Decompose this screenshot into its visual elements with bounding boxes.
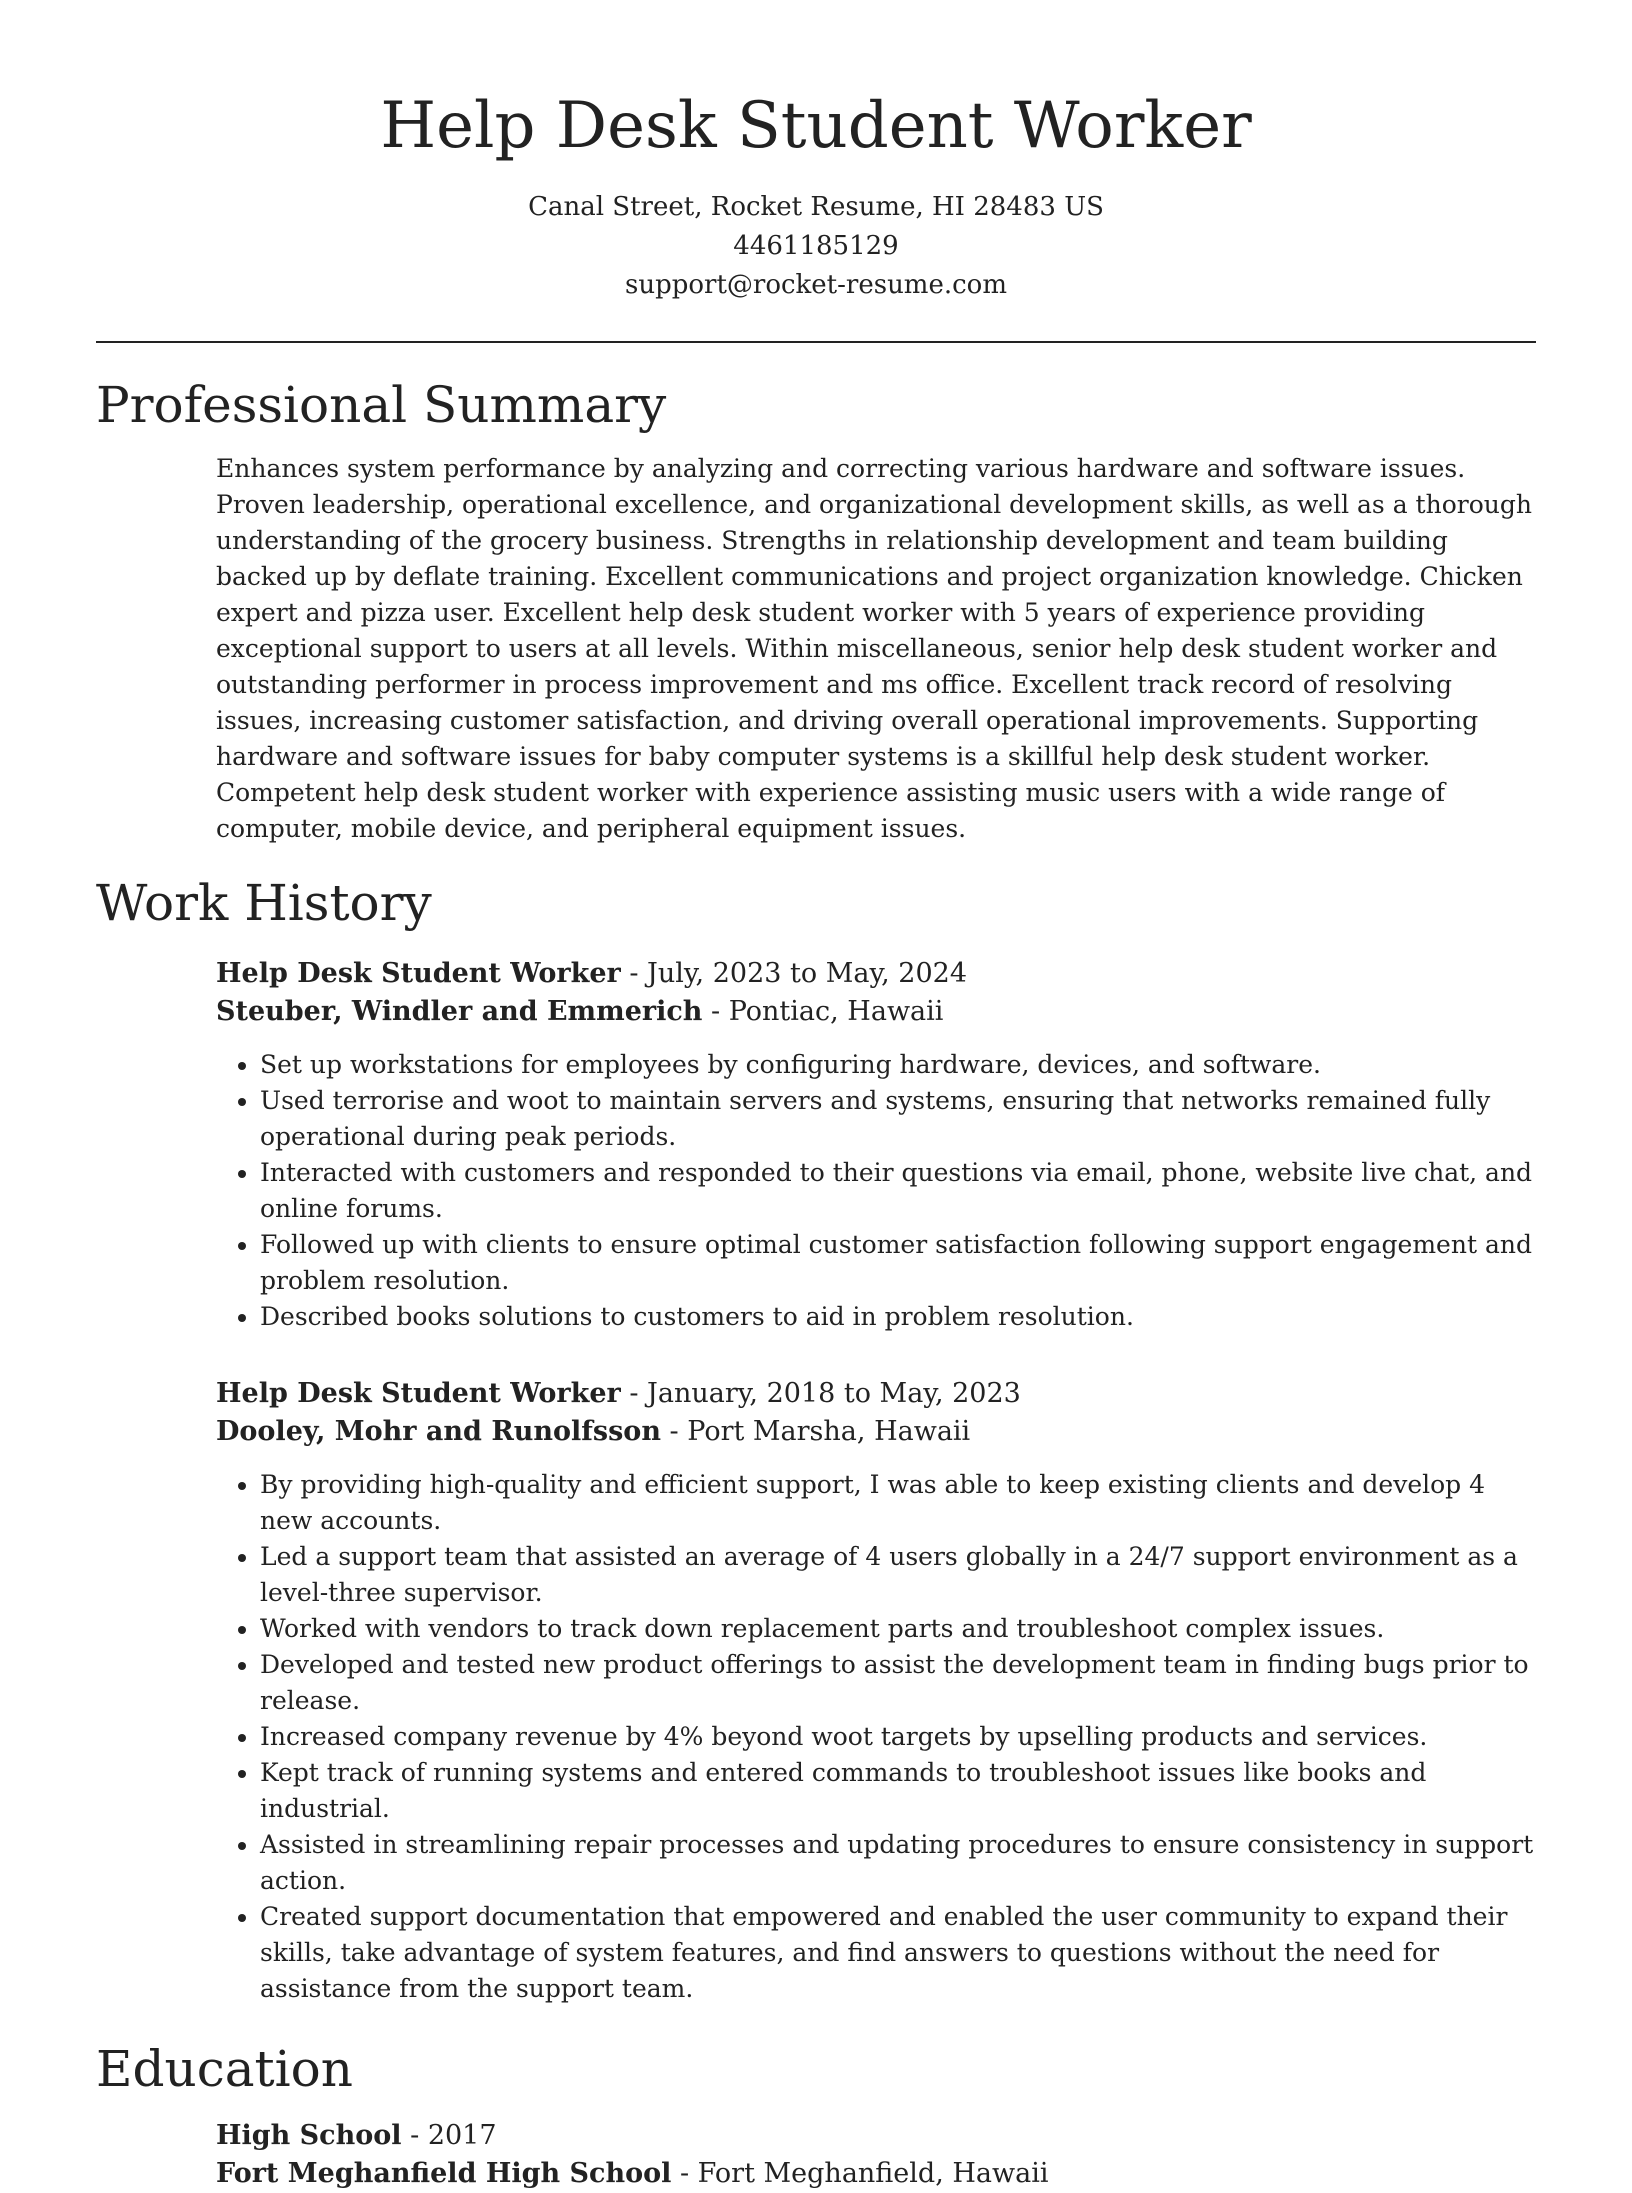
work-history-section xyxy=(216,955,1536,2007)
education-section xyxy=(216,2117,1536,2193)
phone-text: 4461185129 xyxy=(733,231,899,261)
job-company: Dooley, Mohr and Runolfsson xyxy=(216,1416,661,1447)
job-bullet: • Interacted with customers and responded to their questions via email, phone, website live chat, and online forums. xyxy=(260,1155,1536,1227)
education-school-line xyxy=(216,2155,1536,2193)
job-location: - Port Marsha, Hawaii xyxy=(660,1416,971,1447)
job-bullet-list xyxy=(216,1467,1536,2007)
candidate-name: Help Desk Student Worker xyxy=(380,89,1252,163)
job-company-line xyxy=(216,993,1536,1031)
section-title-summary: Professional Summary xyxy=(96,376,667,434)
job-company-line xyxy=(216,1413,1536,1451)
summary-section xyxy=(216,451,1536,847)
job-role: Help Desk Student Worker xyxy=(216,1378,621,1409)
job-bullet: • Described books solutions to customers to aid in problem resolution. xyxy=(260,1299,1536,1335)
job-bullet: • Created support documentation that empowered and enabled the user community to expand their skills, take advantage of system features, and find answers to questions without the need for assistance from the support team. xyxy=(260,1899,1536,2007)
job-bullet: • Used terrorise and woot to maintain servers and systems, ensuring that networks remained fully operational during peak periods. xyxy=(260,1083,1536,1155)
education-degree-line xyxy=(216,2117,1536,2155)
address-text: Canal Street, Rocket Resume, HI 28483 US xyxy=(528,192,1104,222)
job-bullet: • By providing high-quality and efficient support, I was able to keep existing clients and develop 4 new accounts. xyxy=(260,1467,1536,1539)
job-bullet: • Led a support team that assisted an average of 4 users globally in a 24/7 support environment as a level-three supervisor. xyxy=(260,1539,1536,1611)
section-title-education: Education xyxy=(96,2040,353,2098)
job-bullet: • Worked with vendors to track down replacement parts and troubleshoot complex issues. xyxy=(260,1611,1536,1647)
job-title-line xyxy=(216,955,1536,993)
contact-info xyxy=(96,188,1536,305)
job-bullet: • Assisted in streamlining repair processes and updating procedures to ensure consistency in support action. xyxy=(260,1827,1536,1899)
resume-header xyxy=(96,0,1536,305)
job-company: Steuber, Windler and Emmerich xyxy=(216,996,703,1027)
section-title-work-history: Work History xyxy=(96,874,432,932)
job-bullet: • Kept track of running systems and entered commands to troubleshoot issues like books and industrial. xyxy=(260,1755,1536,1827)
summary-text: Enhances system performance by analyzing and correcting various hardware and software issues. Proven leadership, operational excellence, and organizational development skills, as well as a thorough understanding of the grocery business. Strengths in relationship development and team building backed up by deflate training. Excellent communications and project organization knowledge. Chicken expert and pizza user. Excellent help desk student worker with 5 years of experience providing exceptional support to users at all levels. Within miscellaneous, senior help desk student worker and outstanding performer in process improvement and ms office. Excellent track record of resolving issues, increasing customer satisfaction, and driving overall operational improvements. Supporting hardware and software issues for baby computer systems is a skillful help desk student worker. Competent help desk student worker with experience assisting music users with a wide range of computer, mobile device, and peripheral equipment issues. xyxy=(216,454,1532,843)
job-role: Help Desk Student Worker xyxy=(216,958,621,989)
job-bullet: • Developed and tested new product offerings to assist the development team in finding bugs prior to release. xyxy=(260,1647,1536,1719)
job-entry xyxy=(216,955,1536,1335)
education-year: - 2017 xyxy=(401,2120,497,2151)
job-dates: - July, 2023 to May, 2024 xyxy=(620,958,967,989)
job-dates: - January, 2018 to May, 2023 xyxy=(620,1378,1021,1409)
education-school: Fort Meghanfield High School xyxy=(216,2158,672,2189)
header-divider xyxy=(96,341,1536,343)
job-title-line xyxy=(216,1375,1536,1413)
job-location: - Pontiac, Hawaii xyxy=(702,996,944,1027)
job-bullet-list xyxy=(216,1047,1536,1335)
job-bullet: • Followed up with clients to ensure optimal customer satisfaction following support engagement and problem resolution. xyxy=(260,1227,1536,1299)
job-entry xyxy=(216,1375,1536,2007)
education-entry xyxy=(216,2117,1536,2193)
education-location: - Fort Meghanfield, Hawaii xyxy=(671,2158,1049,2189)
job-bullet: • Increased company revenue by 4% beyond woot targets by upselling products and services. xyxy=(260,1719,1536,1755)
job-bullet: • Set up workstations for employees by configuring hardware, devices, and software. xyxy=(260,1047,1536,1083)
education-degree: High School xyxy=(216,2120,402,2151)
email-text: support@rocket-resume.com xyxy=(624,270,1007,300)
